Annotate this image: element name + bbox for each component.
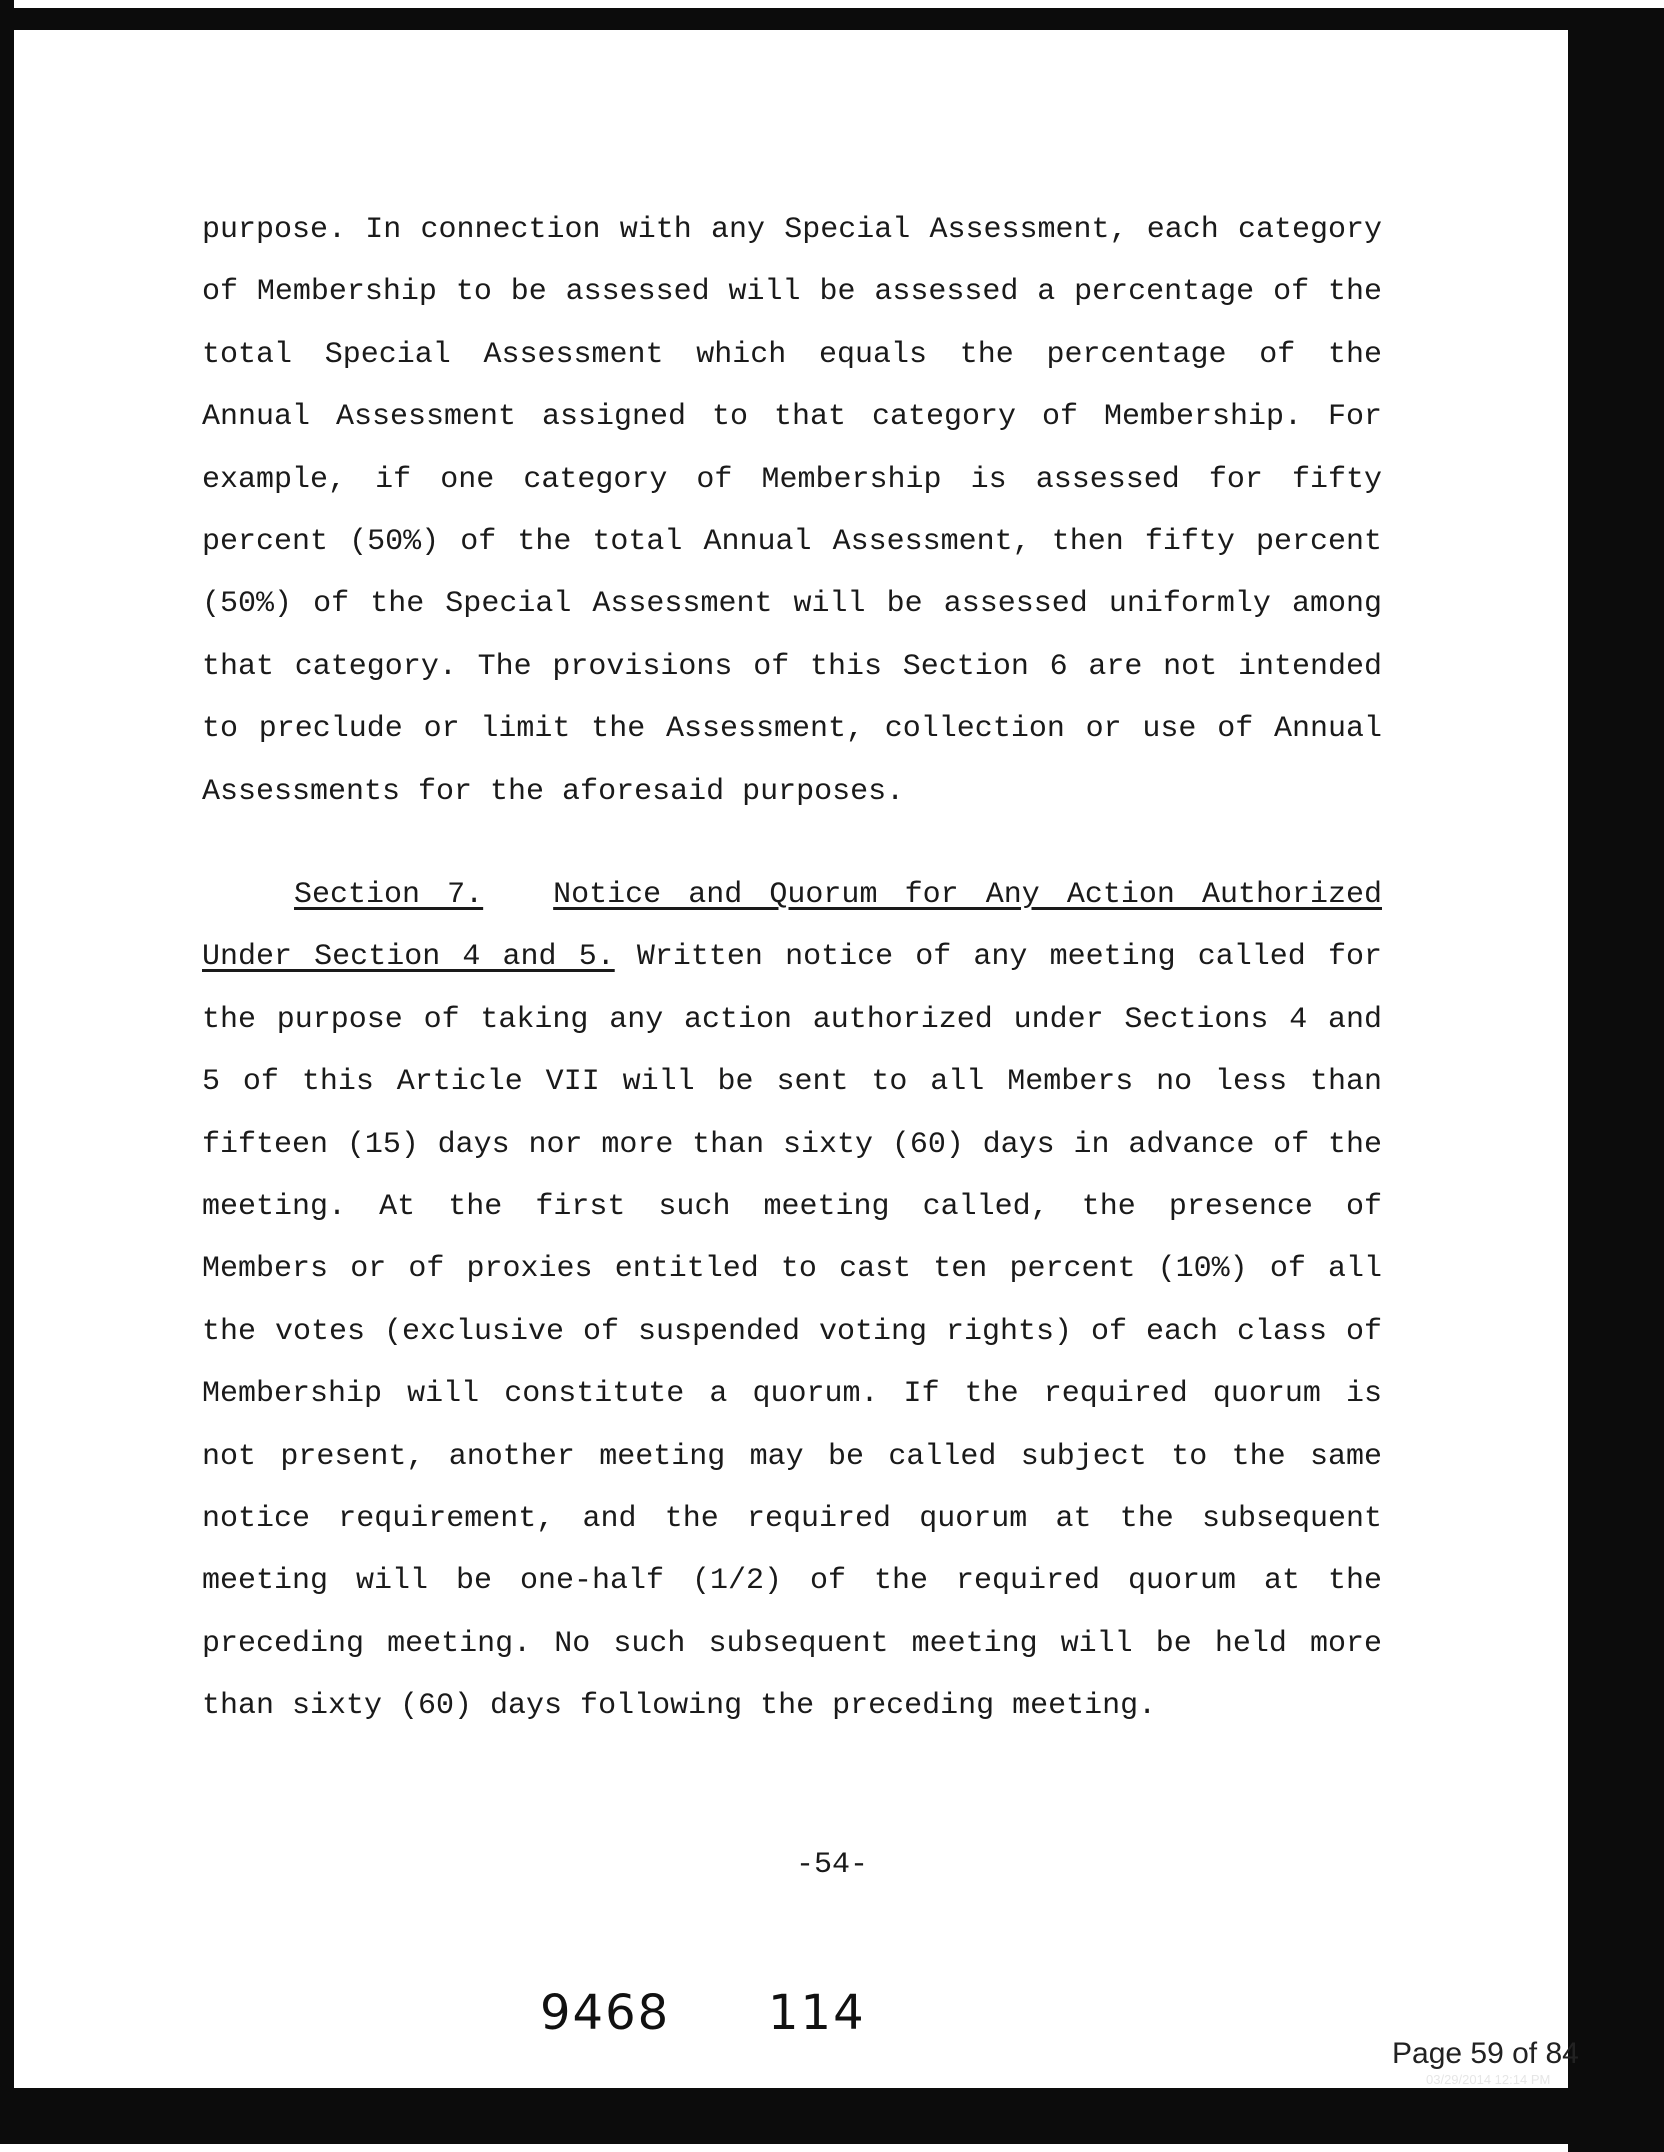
scan-border-top [0,8,1600,30]
section-label: Section 7. [294,878,484,912]
handwritten-page-number: 114 [768,1985,866,2041]
section-heading-part-2: Under Section 4 and 5. [202,940,615,975]
paragraph-2-body: Written notice of any meeting called for the purpose of taking any action authorized under Sections 4 and 5 of this Article VII will be sent to all Members no less than fifteen (15) days nor more than sixty (60) days in advance of the meeting. At the first such meeting called, the presence of Members or of proxies entitled to cast ten percent (10%) of all the votes (exclusive of suspended voting rights) of each class of Membership will constitute a quorum. If the required quorum is not present, another meeting may be called subject to the same notice requirement, and the required quorum at the subsequent meeting will be one-half (1/2) of the required quorum at the preceding meeting. No such subsequent meeting will be held more than sixty (60) days following the preceding meeting. [202,940,1382,1724]
paragraph-2 [202,864,1382,1738]
page-number: -54- [795,1848,868,1882]
timestamp-stamp: 03/29/2014 12:14 PM [1426,2072,1551,2087]
scan-top-edge [0,0,1664,8]
scan-border-left [0,0,14,2144]
handwritten-book-number: 9468 [540,1985,671,2041]
scan-border-right [1568,8,1664,2152]
section-heading-part-1: Notice and Quorum for Any Action Authorized [553,878,1382,912]
page-count-stamp: Page 59 of 84 [1392,2037,1579,2070]
scan-border-bottom [0,2088,1664,2144]
paragraph-1: purpose. In connection with any Special Assessment, each category of Membership to be assessed will be assessed a percentage of the total Special Assessment which equals the percentage of the Annual Assessment assigned to that category of Membership. For example, if one category of Membership is assessed for fifty percent (50%) of the total Annual Assessment, then fifty percent (50%) of the Special Assessment will be assessed uniformly among that category. The provisions of this Section 6 are not intended to preclude or limit the Assessment, collection or use of Annual Assessments for the aforesaid purposes. [202,213,1382,809]
